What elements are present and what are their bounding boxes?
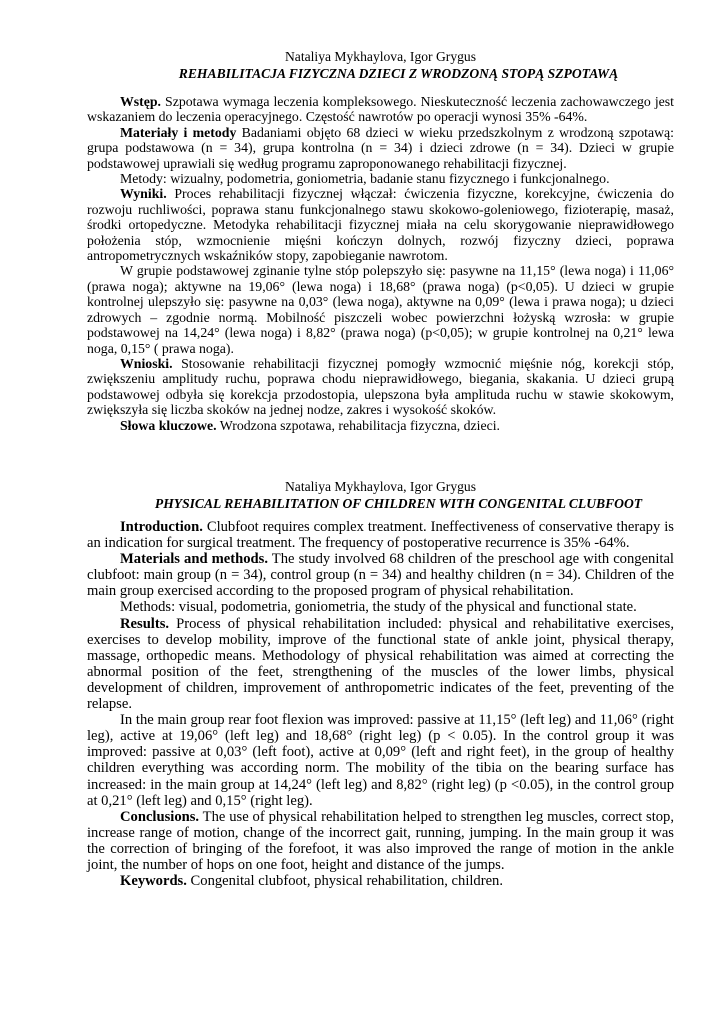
polish-conclusions-label: Wnioski. bbox=[120, 355, 173, 371]
polish-results-label: Wyniki. bbox=[120, 186, 167, 202]
polish-results-paragraph bbox=[87, 186, 674, 263]
english-results-text: Process of physical rehabilitation included: physical and rehabilitative exercises, exercises to develop mobility, improve of the functional state of ankle joint, physical therapy, massage, orthopedic means. Methodology of physical rehabilitation was aimed at correcting the abnormal position of the feet, strengthening of the muscles of the lower limbs, physical development of children, improvement of anthropometric indicates of the feet, preventing of the relapse. bbox=[87, 615, 674, 713]
polish-keywords-paragraph bbox=[87, 418, 674, 433]
polish-materials-label: Materiały i metody bbox=[120, 124, 237, 140]
english-conclusions-paragraph bbox=[87, 809, 674, 873]
english-conclusions-label: Conclusions. bbox=[120, 808, 200, 825]
english-methods-paragraph: Methods: visual, podometria, goniometria, the study of the physical and functional state. bbox=[120, 599, 637, 616]
english-results-paragraph-2: In the main group rear foot flexion was improved: passive at 11,15° (left leg) and 11,06° (right leg), active at 19,06° (left leg) and 18,68° (right leg) (p < 0.05). In the control group it was improved: passive at 0,03° (left foot), active at 0,09° (left and right feet), in the group of healthy children everything was according norm. The mobility of the tibia on the bearing surface has increased: in the main group at 14,24° (left leg) and 8,82° (right leg) (p <0.05), in the control group at 0,21° (left leg) and 0,15° (right leg). bbox=[87, 712, 674, 809]
english-keywords-label: Keywords. bbox=[120, 873, 187, 890]
english-intro-label: Introduction. bbox=[120, 519, 203, 535]
polish-title: REHABILITACJA FIZYCZNA DZIECI Z WRODZONĄ STOPĄ SZPOTAWĄ bbox=[178, 66, 619, 81]
polish-intro-paragraph bbox=[87, 94, 674, 125]
polish-conclusions-text: Stosowanie rehabilitacji fizycznej pomogły wzmocnić mięśnie nóg, korekcji stóp, zwiększeniu amplitudy ruchu, poprawa chodu nieprawidłowego, biegania, skakania. U dzieci grupą podstawowej odbyła się korekcja przodostopia, ulepszona była amplituda ruchu w stawie skokowym, zwiększyła się liczba skoków na jednej nodze, zakres i wysokość skoków. bbox=[87, 355, 674, 418]
polish-keywords-label: Słowa kluczowe. bbox=[120, 417, 217, 433]
polish-keywords-text: Wrodzona szpotawa, rehabilitacja fizyczna, dzieci. bbox=[216, 417, 501, 433]
english-keywords-paragraph bbox=[87, 873, 674, 889]
english-results-paragraph bbox=[87, 616, 674, 713]
polish-results-text: Proces rehabilitacji fizycznej włączał: ćwiczenia fizyczne, korekcyjne, ćwiczenia do rozwoju ruchliwości, poprawa stanu funkcjonalnego stawu skokowo-goleniowego, fizioterapię, masaż, środki ortopedyczne. Metodyka rehabilitacji fizycznej miała na celu skorygowanie nieprawidłowego położenia stóp, wzmocnienie mięśni kończyn dolnych, rozwój fizyczny dzieci, poprawa antropometrycznych wskaźników stopy, zapobieganie nawrotom. bbox=[87, 186, 674, 264]
english-materials-label: Materials and methods. bbox=[120, 551, 268, 568]
polish-intro-text: Szpotawa wymaga leczenia kompleksowego. Nieskuteczność leczenia zachowawczego jest wskazaniem do leczenia operacyjnego. Częstość nawrotów po operacji wynosi 35% -64%. bbox=[87, 94, 674, 125]
english-intro-text: Clubfoot requires complex treatment. Ineffectiveness of conservative therapy is an indication for surgical treatment. The frequency of postoperative recurrence is 35% -64%. bbox=[87, 519, 674, 552]
polish-abstract bbox=[87, 94, 674, 433]
english-materials-text: The study involved 68 children of the preschool age with congenital clubfoot: main group (n = 34), control group (n = 34) and healthy children (n = 34). Children of the main group exercised according to the proposed program of physical rehabilitation. bbox=[87, 551, 674, 600]
polish-authors: Nataliya Mykhaylova, Igor Grygus bbox=[284, 49, 477, 64]
polish-methods-paragraph: Metody: wizualny, podometria, goniometria, badanie stanu fizycznego i funkcjonalnego. bbox=[120, 171, 610, 187]
polish-results-paragraph-2: W grupie podstawowej zginanie tylne stóp polepszyło się: pasywne na 11,15° (lewa noga) i 11,06° (prawa noga); aktywne na 19,06° (lewa noga) i 18,68° (prawa noga) (p<0,05). U dzieci w grupie kontrolnej ulepszyło się: pasywne na 0,03° (lewa noga), aktywne na 0,09° (lewa i prawa noga); u dzieci zdrowych – zgodnie normą. Mobilność piszczeli wobec powierzchni łożyską wzrosła: w grupie podstawowej na 14,24° (lewa noga) i 8,82° (prawa noga) (p<0,05); w grupie kontrolnej na 0,21° lewa noga, 0,15° ( prawa noga). bbox=[87, 263, 674, 356]
english-conclusions-text: The use of physical rehabilitation helped to strengthen leg muscles, correct stop, increase range of motion, change of the incorrect gait, running, jumping. In the main group it was the correction of bringing of the forefoot, it was also improved the range of motion in the ankle joint, the number of hops on one foot, height and distance of the jumps. bbox=[87, 808, 674, 873]
english-keywords-text: Congenital clubfoot, physical rehabilitation, children. bbox=[186, 873, 504, 890]
english-authors: Nataliya Mykhaylova, Igor Grygus bbox=[284, 479, 477, 494]
english-abstract bbox=[87, 519, 674, 889]
polish-intro-label: Wstęp. bbox=[120, 94, 162, 109]
english-materials-paragraph bbox=[87, 551, 674, 599]
polish-materials-paragraph bbox=[87, 125, 674, 171]
polish-materials-text: Badaniami objęto 68 dzieci w wieku przedszkolnym z wrodzoną szpotawą: grupa podstawowa (n = 34), grupa kontrolna (n = 34) i dzieci zdrowe (n = 34). Dzieci w grupie podstawowej uprawiali się według programu zaproponowanego rehabilitacji fizycznej. bbox=[87, 124, 674, 171]
polish-conclusions-paragraph bbox=[87, 356, 674, 418]
english-title: PHYSICAL REHABILITATION OF CHILDREN WITH CONGENITAL CLUBFOOT bbox=[154, 496, 643, 511]
english-results-label: Results. bbox=[120, 615, 170, 632]
english-intro-paragraph bbox=[87, 519, 674, 551]
